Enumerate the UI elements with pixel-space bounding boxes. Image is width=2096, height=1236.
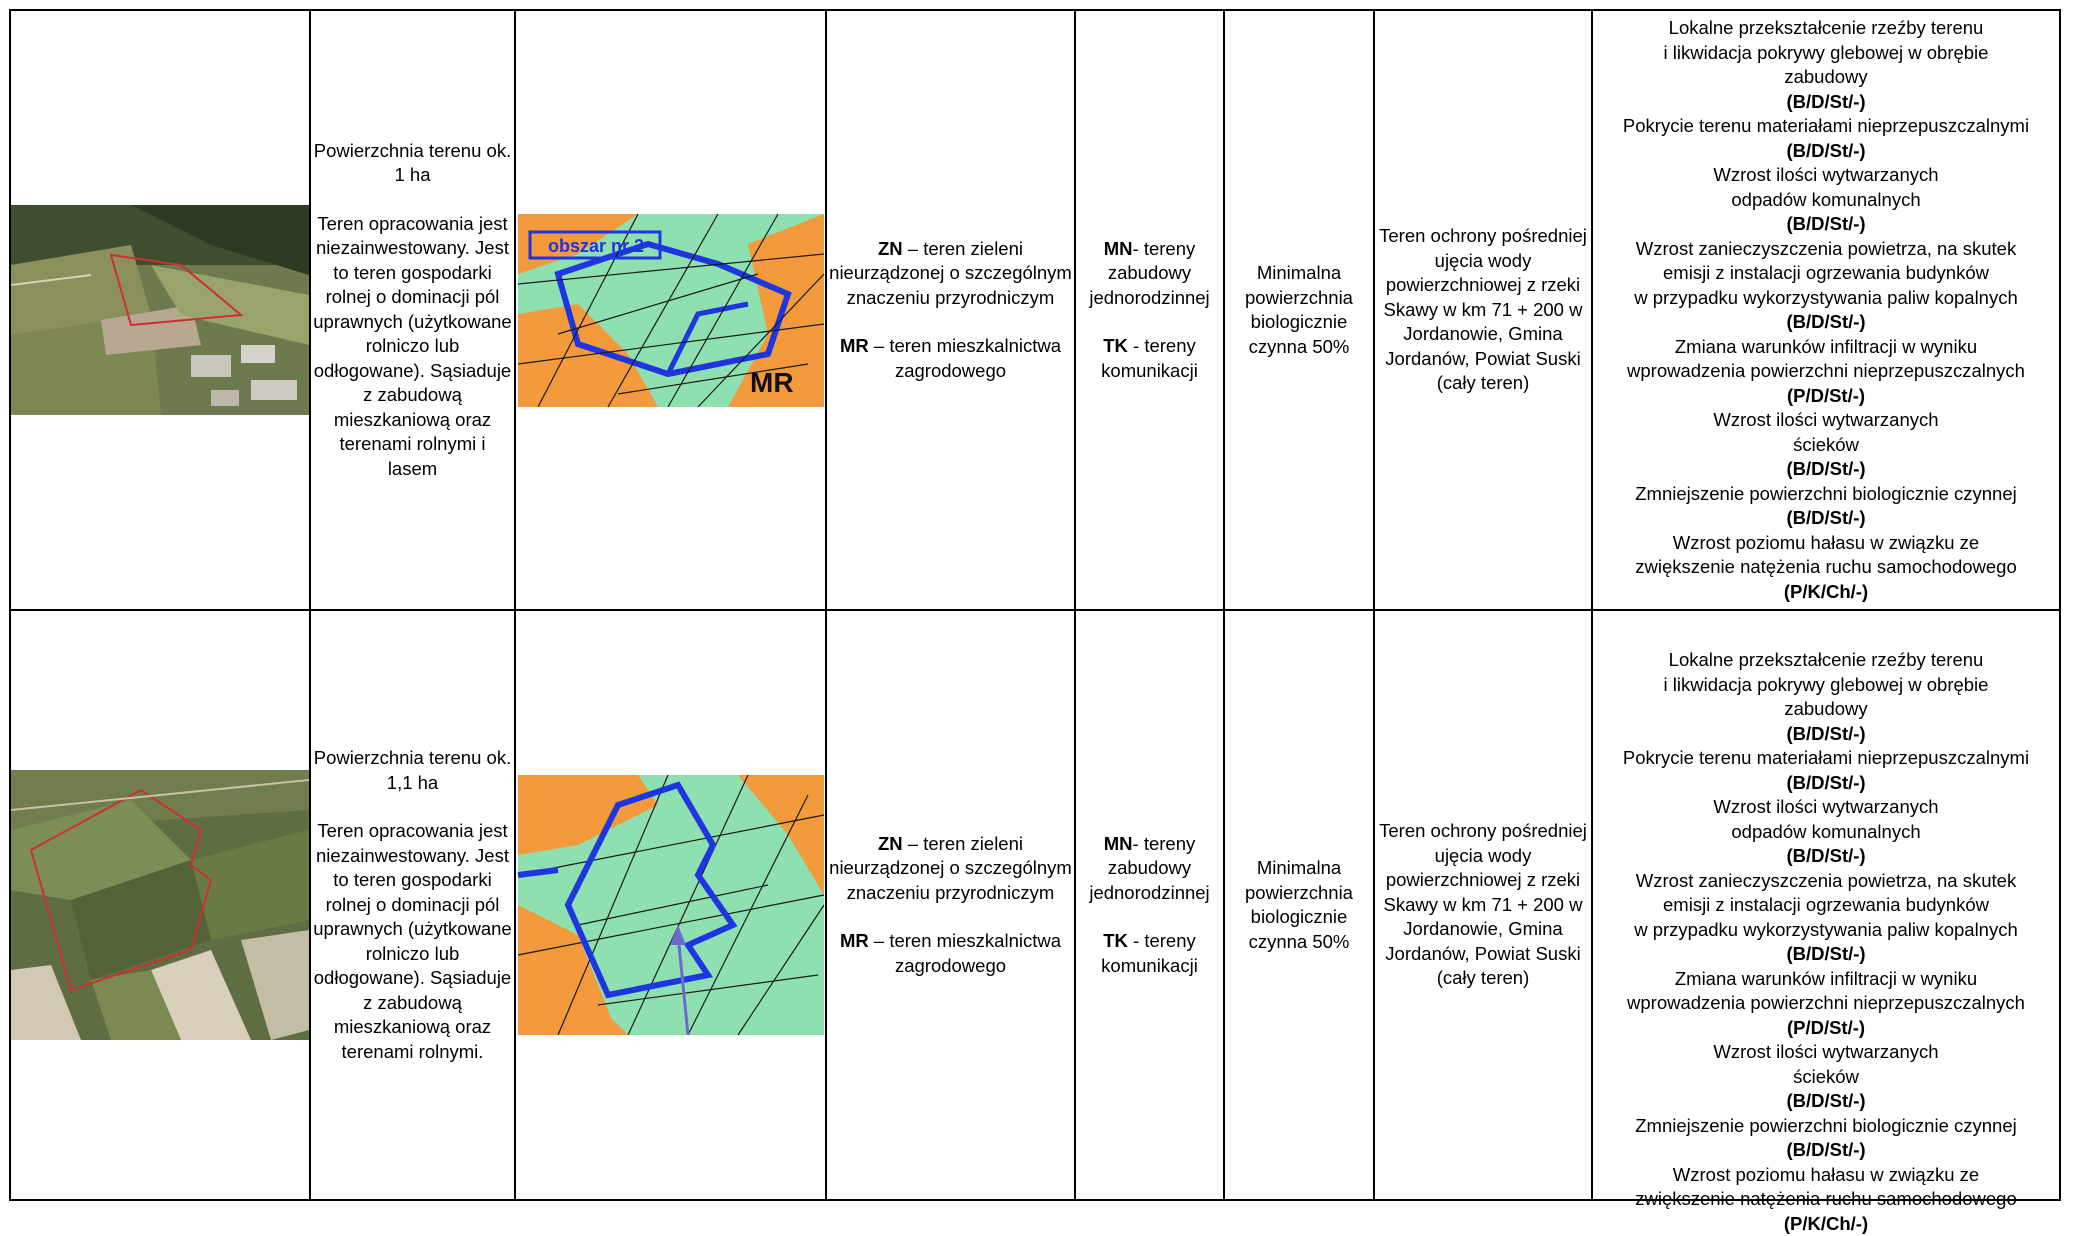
mr-text: – teren mieszkalnictwa zagrodowego: [869, 930, 1061, 976]
neighbors-cell: [1075, 10, 1224, 610]
tk-code: TK: [1103, 930, 1128, 951]
effect-code: (B/D/St/-): [1593, 1138, 2059, 1163]
table-row: [10, 610, 2060, 1200]
aerial-photo-2: [11, 770, 309, 1040]
environmental-impact-table: [9, 9, 2061, 1201]
effects-list: [1593, 648, 2059, 1236]
area-description-cell: [310, 10, 515, 610]
plan-map-2: [518, 775, 824, 1035]
bio-text: Minimalna powierzchnia biologicznie czynna 50%: [1225, 856, 1373, 954]
effect-code: (B/D/St/-): [1593, 139, 2059, 164]
zn-code: ZN: [878, 833, 903, 854]
effect-code: (P/K/Ch/-): [1593, 1212, 2059, 1236]
effect-item: Pokrycie terenu materiałami nieprzepuszczalnymi (B/D/St/-): [1593, 746, 2059, 795]
map-label: obszar nr 2: [548, 236, 644, 256]
mn-text: - tereny zabudowy jednorodzinnej: [1089, 238, 1209, 308]
effect-item: Wzrost zanieczyszczenia powietrza, na skutek emisji z instalacji ogrzewania budynków w przypadku wykorzystywania paliw kopalnych (B/D/St/-): [1593, 869, 2059, 967]
map-symbol: MR: [750, 367, 794, 398]
effect-code: (B/D/St/-): [1593, 1089, 2059, 1114]
effect-code: (B/D/St/-): [1593, 310, 2059, 335]
effect-item: Wzrost ilości wytwarzanych odpadów komunalnych (B/D/St/-): [1593, 163, 2059, 237]
tk-text: - tereny komunikacji: [1101, 335, 1198, 381]
effect-item: Lokalne przekształcenie rzeźby terenu i likwidacja pokrywy glebowej w obrębie zabudowy (B/D/St/-): [1593, 648, 2059, 746]
table-row: [10, 10, 2060, 610]
zoning-cell: [826, 610, 1075, 1200]
effect-item: Zmniejszenie powierzchni biologicznie czynnej (B/D/St/-): [1593, 1114, 2059, 1163]
area-text: Powierzchnia terenu ok. 1 ha: [313, 139, 512, 188]
effect-code: (B/D/St/-): [1593, 771, 2059, 796]
protection-cell: [1374, 610, 1592, 1200]
tk-code: TK: [1103, 335, 1128, 356]
effect-code: (B/D/St/-): [1593, 506, 2059, 531]
tk-text: - tereny komunikacji: [1101, 930, 1198, 976]
aerial-photo-cell: [10, 610, 310, 1200]
zn-text: – teren zieleni nieurządzonej o szczególnym znaczeniu przyrodniczym: [829, 833, 1072, 903]
effects-cell: [1592, 610, 2060, 1200]
protection-text: Teren ochrony pośredniej ujęcia wody powierzchniowej z rzeki Skawy w km 71 + 200 w Jordanowie, Gmina Jordanów, Powiat Suski (cały teren): [1375, 819, 1591, 991]
plan-map-cell: [515, 10, 826, 610]
effect-code: (P/D/St/-): [1593, 384, 2059, 409]
bio-cell: [1224, 10, 1374, 610]
effect-item: Wzrost ilości wytwarzanych ścieków (B/D/St/-): [1593, 1040, 2059, 1114]
effect-item: Lokalne przekształcenie rzeźby terenu i likwidacja pokrywy glebowej w obrębie zabudowy (B/D/St/-): [1593, 16, 2059, 114]
effect-code: (P/D/St/-): [1593, 1016, 2059, 1041]
plan-map-cell: [515, 610, 826, 1200]
effects-cell: [1592, 10, 2060, 610]
bio-text: Minimalna powierzchnia biologicznie czynna 50%: [1225, 261, 1373, 359]
effect-code: (B/D/St/-): [1593, 942, 2059, 967]
effect-item: Zmiana warunków infiltracji w wyniku wprowadzenia powierzchni nieprzepuszczalnych (P/D/St/-): [1593, 335, 2059, 409]
mr-code: MR: [840, 930, 869, 951]
zoning-cell: [826, 10, 1075, 610]
protection-text: Teren ochrony pośredniej ujęcia wody powierzchniowej z rzeki Skawy w km 71 + 200 w Jordanowie, Gmina Jordanów, Powiat Suski (cały teren): [1375, 224, 1591, 396]
effect-code: (B/D/St/-): [1593, 844, 2059, 869]
effect-item: Wzrost zanieczyszczenia powietrza, na skutek emisji z instalacji ogrzewania budynków w przypadku wykorzystywania paliw kopalnych (B/D/St/-): [1593, 237, 2059, 335]
mn-code: MN: [1104, 238, 1133, 259]
area-description-cell: [310, 610, 515, 1200]
effect-item: Zmiana warunków infiltracji w wyniku wprowadzenia powierzchni nieprzepuszczalnych (P/D/St/-): [1593, 967, 2059, 1041]
effect-item: Wzrost poziomu hałasu w związku ze zwiększenie natężenia ruchu samochodowego (P/K/Ch/-): [1593, 531, 2059, 605]
effect-item: Pokrycie terenu materiałami nieprzepuszczalnymi (B/D/St/-): [1593, 114, 2059, 163]
zn-code: ZN: [878, 238, 903, 259]
description-text: Teren opracowania jest niezainwestowany. Jest to teren gospodarki rolnej o dominacji pól uprawnych (użytkowane rolniczo lub odłogowane). Sąsiaduje z zabudową mieszkaniową oraz terenami rolnymi.: [313, 819, 512, 1064]
mr-code: MR: [840, 335, 869, 356]
bio-cell: [1224, 610, 1374, 1200]
aerial-photo-cell: [10, 10, 310, 610]
mn-code: MN: [1104, 833, 1133, 854]
protection-cell: [1374, 10, 1592, 610]
plan-map-1: [518, 214, 824, 407]
mr-text: – teren mieszkalnictwa zagrodowego: [869, 335, 1061, 381]
mn-text: - tereny zabudowy jednorodzinnej: [1089, 833, 1209, 903]
effect-item: Wzrost poziomu hałasu w związku ze zwiększenie natężenia ruchu samochodowego (P/K/Ch/-): [1593, 1163, 2059, 1236]
effects-list: [1593, 16, 2059, 604]
neighbors-cell: [1075, 610, 1224, 1200]
description-text: Teren opracowania jest niezainwestowany. Jest to teren gospodarki rolnej o dominacji pól uprawnych (użytkowane rolniczo lub odłogowane). Sąsiaduje z zabudową mieszkaniową oraz terenami rolnymi i lasem: [313, 212, 512, 482]
effect-item: Wzrost ilości wytwarzanych ścieków (B/D/St/-): [1593, 408, 2059, 482]
effect-code: (P/K/Ch/-): [1593, 580, 2059, 605]
area-text: Powierzchnia terenu ok. 1,1 ha: [313, 746, 512, 795]
effect-code: (B/D/St/-): [1593, 457, 2059, 482]
effect-item: Zmniejszenie powierzchni biologicznie czynnej (B/D/St/-): [1593, 482, 2059, 531]
zn-text: – teren zieleni nieurządzonej o szczególnym znaczeniu przyrodniczym: [829, 238, 1072, 308]
effect-code: (B/D/St/-): [1593, 90, 2059, 115]
effect-item: Wzrost ilości wytwarzanych odpadów komunalnych (B/D/St/-): [1593, 795, 2059, 869]
effect-code: (B/D/St/-): [1593, 722, 2059, 747]
aerial-photo-1: [11, 205, 309, 415]
effect-code: (B/D/St/-): [1593, 212, 2059, 237]
